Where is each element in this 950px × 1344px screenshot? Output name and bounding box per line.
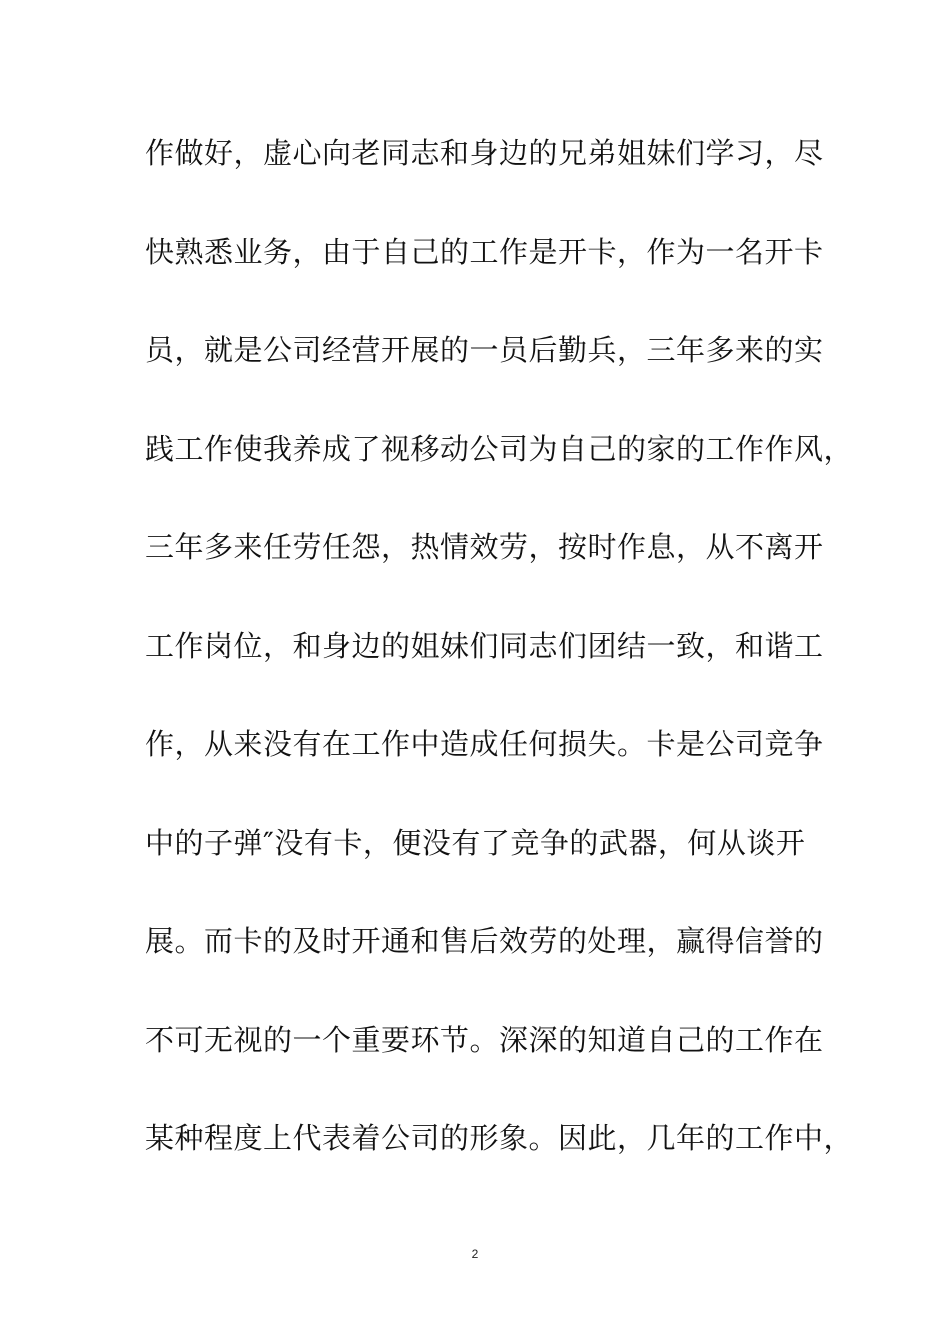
- text-line-5: 三年多来任劳任怨，热情效劳，按时作息，从不离开: [145, 530, 824, 564]
- text-line-8: 中的子弹″没有卡，便没有了竞争的武器，何从谈开: [145, 825, 806, 860]
- text-line-4: 践工作使我养成了视移动公司为自己的家的工作作风，: [145, 431, 854, 466]
- text-line-1: 作做好，虚心向老同志和身边的兄弟姐妹们学习，尽: [145, 136, 824, 170]
- text-line-10: 不可无视的一个重要环节。深深的知道自己的工作在: [145, 1022, 824, 1057]
- text-line-7: 作，从来没有在工作中造成任何损失。卡是公司竞争: [145, 727, 824, 761]
- text-line-11: 某种程度上代表着公司的形象。因此，几年的工作中，: [145, 1121, 854, 1155]
- text-line-9: 展。而卡的及时开通和售后效劳的处理，赢得信誉的: [145, 924, 824, 958]
- body-text: [145, 128, 854, 1212]
- text-line-3: 员，就是公司经营开展的一员后勤兵，三年多来的实: [145, 333, 824, 367]
- text-line-6: 工作岗位，和身边的姐妹们同志们团结一致，和谐工: [145, 628, 824, 663]
- page-number: 2: [471, 1247, 479, 1261]
- text-line-2: 快熟悉业务，由于自己的工作是开卡，作为一名开卡: [145, 234, 824, 269]
